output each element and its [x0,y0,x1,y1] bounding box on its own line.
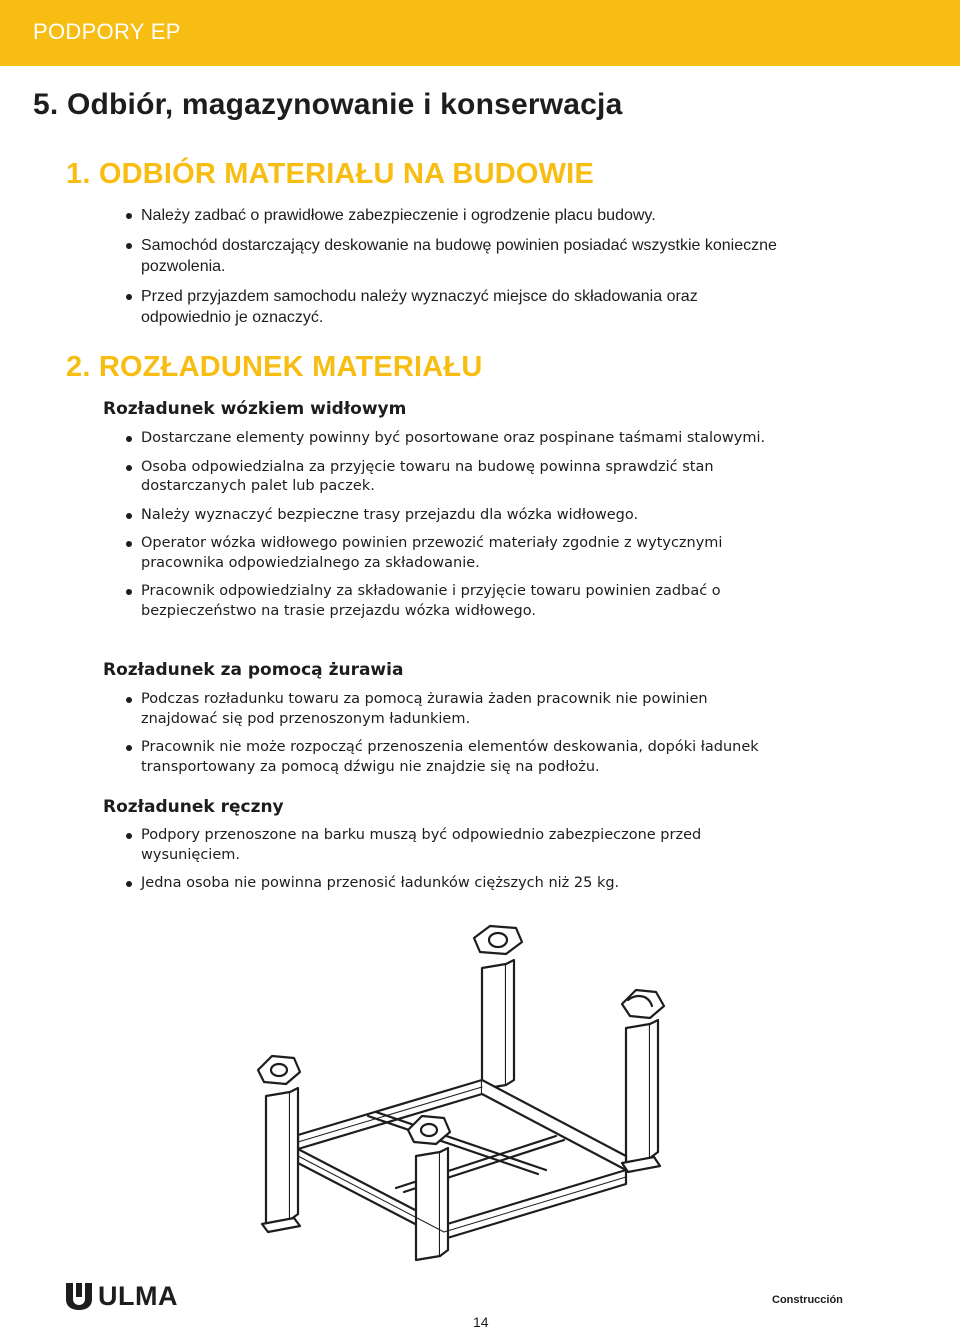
list-item: Samochód dostarczający deskowanie na budowę powinien posiadać wszystkie konieczne pozwolenia. [124,235,784,277]
crane-heading: Rozładunek za pomocą żurawia [103,660,404,680]
list-item: Pracownik odpowiedzialny za składowanie i przyjęcie towaru powinien zadbać o bezpieczeństwo na trasie przejazdu wózka widłowego. [124,582,784,621]
crane-list [124,690,784,786]
chapter-title: 5. Odbiór, magazynowanie i konserwacja [33,88,623,121]
list-item: Podczas rozładunku towaru za pomocą żurawia żaden pracownik nie powinien znajdować się pod przenoszonym ładunkiem. [124,690,784,729]
header-title: PODPORY EP [33,19,181,44]
section-1-list [124,205,784,337]
list-item: Operator wózka widłowego powinien przewozić materiały zgodnie z wytycznymi pracownika odpowiedzialnego za składowanie. [124,534,784,573]
header-bar [0,0,960,66]
list-item: Należy zadbać o prawidłowe zabezpieczenie i ogrodzenie placu budowy. [124,205,784,226]
list-item: Osoba odpowiedzialna za przyjęcie towaru na budowę powinna sprawdzić stan dostarczanych palet lub paczek. [124,458,784,497]
list-item: Pracownik nie może rozpocząć przenoszenia elementów deskowania, dopóki ładunek transportowany za pomocą dźwigu nie znajdzie się na podłożu. [124,738,784,777]
section-1-title: 1. ODBIÓR MATERIAŁU NA BUDOWIE [66,158,594,190]
forklift-list [124,429,784,630]
section-2-title: 2. ROZŁADUNEK MATERIAŁU [66,351,483,383]
list-item: Jedna osoba nie powinna przenosić ładunków cięższych niż 25 kg. [124,874,784,894]
forklift-heading: Rozładunek wózkiem widłowym [103,399,407,419]
logo-text: ULMA [98,1281,178,1311]
manual-list [124,826,784,903]
list-item: Dostarczane elementy powinny być posortowane oraz pospinane taśmami stalowymi. [124,429,784,449]
page-number: 14 [473,1314,489,1330]
list-item: Podpory przenoszone na barku muszą być odpowiednio zabezpieczone przed wysunięciem. [124,826,784,865]
manual-heading: Rozładunek ręczny [103,797,284,817]
stacking-pallet-rack-illustration [238,920,708,1265]
list-item: Przed przyjazdem samochodu należy wyznaczyć miejsce do składowania oraz odpowiednio je oznaczyć. [124,286,784,328]
division-label: Construcción [772,1294,843,1306]
list-item: Należy wyznaczyć bezpieczne trasy przejazdu dla wózka widłowego. [124,506,784,526]
ulma-logo-mark-icon [64,1281,94,1311]
